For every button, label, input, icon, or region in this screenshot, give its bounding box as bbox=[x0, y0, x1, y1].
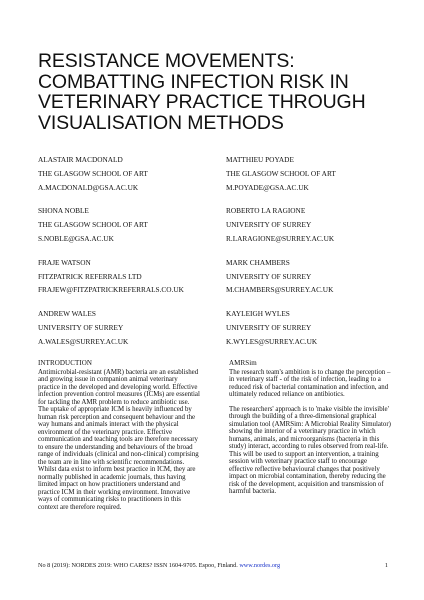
author-block bbox=[226, 256, 386, 297]
author-block bbox=[226, 307, 386, 348]
author-block bbox=[38, 256, 226, 297]
author-affiliation: UNIVERSITY OF SURREY bbox=[226, 271, 312, 281]
section-heading: AMRSim bbox=[229, 359, 257, 367]
author-list bbox=[38, 153, 388, 349]
author-block bbox=[38, 153, 226, 194]
author-name: MARK CHAMBERS bbox=[226, 257, 290, 267]
paragraph: The researchers' approach is to 'make visible the invisible' through the building of a three-dimensional graphical simulation tool (AMRSim: A Microbial Reality Simulator) showing the interior of a veterinary practice in which humans, animals, and microorganisms (bacteria in this study) interact, according to rules observed from real-life. This will be used to support an intervention, a training session with veterinary practice staff to encourage effective reflective behavioural changes that positively impact on microbial contamination, thereby reducing the risk of the development, acquisition and transmission of harmful bacteria. bbox=[229, 405, 391, 495]
author-name: ROBERTO LA RAGIONE bbox=[226, 206, 306, 216]
author-email: S.NOBLE@GSA.AC.UK bbox=[38, 233, 114, 243]
paragraph: Antimicrobial-resistant (AMR) bacteria are an established and growing issue in companion animal veterinary practice in the developed and developing world. Effective infection prevention control measures (ICMs) are essential for tackling the AMR problem to reduce antibiotic use. The uptake of appropriate ICM is heavily influenced by human risk perception and consequent behaviour and the way humans and animals interact with the physical environment of the veterinary practice. Effective communication and teaching tools are therefore necessary to ensure the understanding and behaviours of the broad range of individuals (clinical and non-clinical) comprising the team are in line with scientific recommendations. Whilst data exist to inform best practice in ICM, they are normally published in academic journals, thus having limited impact on how practitioners understand and practice ICM in their working environment. Innovative ways of communicating risks to practitioners in this context are therefore required. bbox=[38, 368, 200, 511]
author-email: M.POYADE@GSA.AC.UK bbox=[226, 182, 309, 192]
title-line: VISUALISATION METHODS bbox=[38, 111, 284, 134]
author-email: M.CHAMBERS@SURREY.AC.UK bbox=[226, 285, 334, 295]
author-block bbox=[226, 204, 386, 245]
title-line: COMBATTING INFECTION RISK IN bbox=[38, 70, 349, 93]
author-affiliation: FITZPATRICK REFERRALS LTD bbox=[38, 271, 142, 281]
author-affiliation: UNIVERSITY OF SURREY bbox=[38, 322, 124, 332]
author-email: A.MACDONALD@GSA.AC.UK bbox=[38, 182, 139, 192]
author-name: ALASTAIR MACDONALD bbox=[38, 155, 123, 164]
author-email: K.WYLES@SURREY.AC.UK bbox=[226, 336, 318, 346]
author-name: FRAJE WATSON bbox=[38, 257, 91, 267]
author-affiliation: UNIVERSITY OF SURREY bbox=[226, 220, 312, 230]
footer-citation: No 8 (2019): NORDES 2019: WHO CARES? ISSN 1604-9705. Espoo, Finland. bbox=[38, 562, 240, 569]
amrsim-section bbox=[229, 360, 392, 503]
author-name: SHONA NOBLE bbox=[38, 206, 89, 216]
paragraph: The research team's ambition is to change the perception – in veterinary staff - of the risk of infection, leading to a reduced risk of bacterial contamination and infection, and ultimately reduced reliance on antibiotics. bbox=[229, 368, 391, 398]
author-email: FRAJEW@FITZPATRICKREFERRALS.CO.UK bbox=[38, 285, 184, 295]
author-email: R.LARAGIONE@SURREY.AC.UK bbox=[226, 233, 335, 243]
author-email: A.WALES@SURREY.AC.UK bbox=[38, 336, 129, 346]
title-line: RESISTANCE MOVEMENTS: bbox=[38, 50, 295, 72]
section-heading: INTRODUCTION bbox=[38, 359, 93, 367]
paper-title bbox=[38, 51, 398, 133]
author-name: ANDREW WALES bbox=[38, 309, 96, 319]
page-footer bbox=[38, 562, 388, 570]
author-block bbox=[226, 153, 386, 194]
page-number: 1 bbox=[384, 562, 388, 569]
author-block bbox=[38, 307, 226, 348]
author-affiliation: THE GLASGOW SCHOOL OF ART bbox=[38, 168, 148, 178]
nordes-link[interactable]: www.nordes.org bbox=[239, 562, 281, 569]
author-block bbox=[38, 204, 226, 245]
author-affiliation: UNIVERSITY OF SURREY bbox=[226, 322, 312, 332]
title-line: VETERINARY PRACTICE THROUGH bbox=[38, 91, 366, 113]
introduction-section bbox=[38, 360, 201, 518]
author-affiliation: THE GLASGOW SCHOOL OF ART bbox=[38, 220, 148, 230]
author-affiliation: THE GLASGOW SCHOOL OF ART bbox=[226, 168, 336, 178]
author-name: MATTHIEU POYADE bbox=[226, 155, 294, 164]
author-name: KAYLEIGH WYLES bbox=[226, 309, 290, 319]
